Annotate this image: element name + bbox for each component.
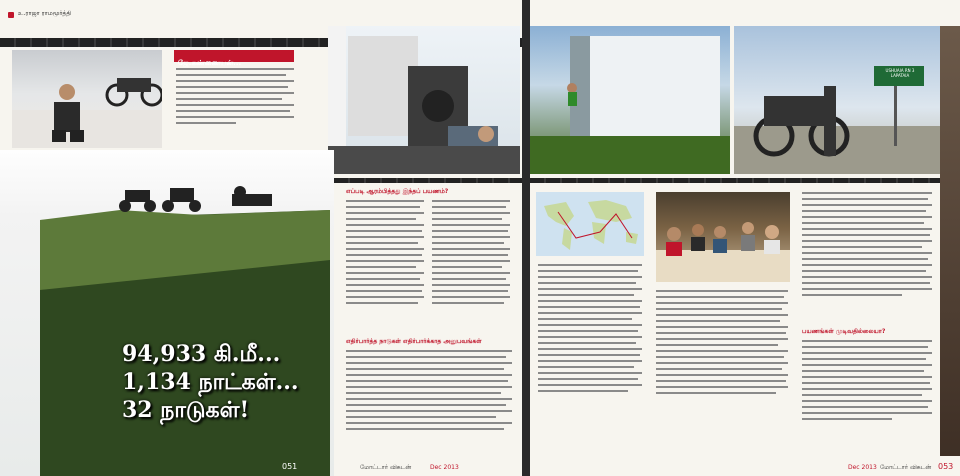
right-col-4	[802, 340, 934, 424]
section-heading: எப்படி ஆரம்பித்தது இந்தப் பயணம்?	[346, 188, 449, 195]
motorcycle-at-sign-image	[734, 26, 940, 174]
headline-countries: 32 நாடுகள்!	[122, 397, 250, 423]
dinner-table-image	[656, 192, 790, 282]
cliff-photo	[0, 150, 334, 476]
route-map-image	[536, 192, 644, 256]
byline: உ.ராஜா ராமமூர்த்தி	[18, 10, 72, 17]
edge-photo	[940, 26, 960, 456]
headline-days: 1,134 நாட்கள்...	[122, 369, 299, 395]
profile-title-bar	[174, 50, 294, 67]
right-footer-mag: மோட்டார் விகடன்	[880, 464, 932, 471]
waterfall-image	[530, 26, 730, 174]
ship-loading-photo	[328, 26, 520, 174]
world-map	[536, 192, 644, 256]
group-dinner-photo	[656, 192, 790, 282]
motorcycles-on-cliff-image	[0, 150, 334, 476]
spine	[522, 0, 530, 476]
left-page-number: 051	[282, 462, 298, 471]
right-col-3	[802, 192, 934, 300]
profile-text	[176, 68, 296, 128]
right-column-rule	[530, 178, 940, 183]
article-col-2	[432, 200, 512, 308]
right-footer-date: Dec 2013	[848, 464, 877, 471]
profile-title: ஜே.கண்ணையன்...	[178, 59, 242, 67]
byline-marker	[8, 12, 14, 18]
sign-text: USHUAIA RN 3 LAPATAIA	[885, 68, 915, 78]
ushuaia-photo	[734, 26, 940, 174]
right-page-number: 053	[938, 462, 954, 471]
right-col-1	[538, 264, 644, 396]
right-page	[530, 0, 960, 476]
distance-headline	[122, 340, 332, 424]
rider-with-motorcycle-image	[12, 50, 162, 148]
ship-crew-image	[328, 26, 520, 174]
right-col-2	[656, 290, 790, 398]
waterfall-photo	[530, 26, 730, 174]
column-rule	[334, 178, 522, 183]
article-col-3	[346, 350, 514, 434]
profile-photo	[12, 50, 162, 148]
right-sub-heading: பயணங்கள் முடிவதில்லையா?	[802, 328, 886, 335]
sub-heading: எதிர்பார்த்த நாடுகள் எதிர்பார்க்காத அனுபவங்கள்	[346, 338, 482, 345]
headline-distance: 94,933 கி.மீ...	[122, 341, 281, 367]
article-col-1	[346, 200, 426, 308]
left-footer-date: Dec 2013	[430, 464, 459, 471]
left-footer-mag: மோட்டார் விகடன்	[360, 464, 412, 471]
